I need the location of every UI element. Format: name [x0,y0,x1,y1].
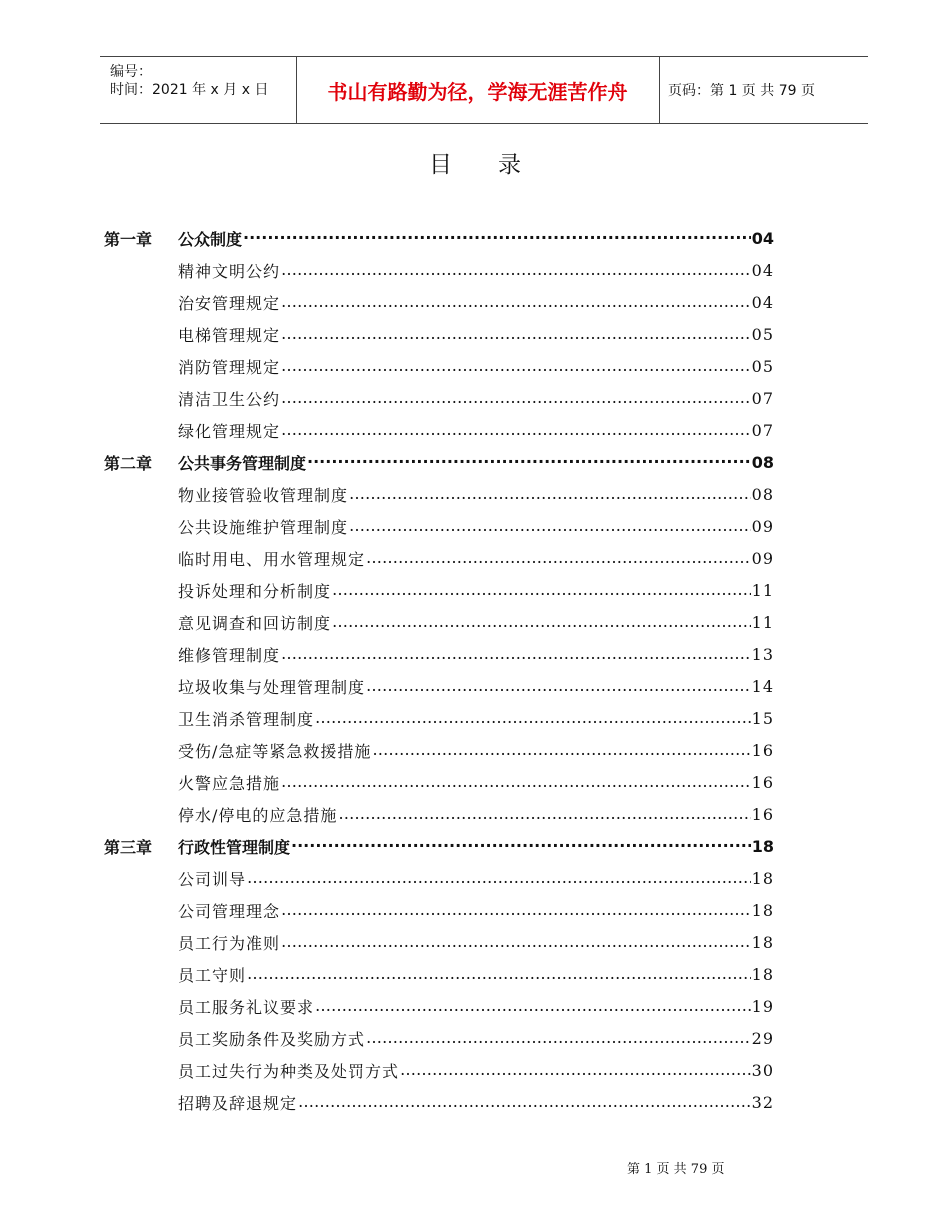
entry-page: 08 [751,484,774,504]
dot-leader [281,262,751,278]
dot-leader [281,934,751,950]
toc-entry-row[interactable] [104,1086,774,1118]
entry-title: 投诉处理和分析制度 [178,581,332,601]
entry-page: 13 [751,644,774,664]
entry-page: 14 [751,676,774,696]
header-page-info: 页码：第 1 页 共 79 页 [668,83,815,99]
document-header [100,56,868,124]
dot-leader [281,294,751,310]
dot-leader [366,550,751,566]
entry-page: 16 [751,772,774,792]
dot-leader [281,358,751,374]
dot-leader [281,390,751,406]
entry-page: 11 [751,612,774,632]
dot-leader [366,678,751,694]
chapter-title: 公众制度 [178,229,243,249]
entry-title: 清洁卫生公约 [178,389,281,409]
dot-leader [281,646,751,662]
dot-leader [247,966,751,982]
entry-page: 09 [751,548,774,568]
dot-leader [307,454,751,470]
table-of-contents [104,222,774,1118]
entry-title: 治安管理规定 [178,293,281,313]
toc-entry-row[interactable] [104,1054,774,1086]
toc-chapter-row[interactable] [104,222,774,254]
toc-entry-row[interactable] [104,798,774,830]
entry-title: 受伤/急症等紧急救援措施 [178,741,372,761]
dot-leader [349,518,751,534]
toc-entry-row[interactable] [104,990,774,1022]
toc-entry-row[interactable] [104,350,774,382]
header-meta-cell [100,57,297,123]
toc-entry-row[interactable] [104,958,774,990]
entry-page: 15 [751,708,774,728]
entry-title: 电梯管理规定 [178,325,281,345]
toc-entry-row[interactable] [104,254,774,286]
entry-page: 07 [751,420,774,440]
entry-title: 卫生消杀管理制度 [178,709,315,729]
entry-title: 意见调查和回访制度 [178,613,332,633]
toc-entry-row[interactable] [104,606,774,638]
entry-title: 公共设施维护管理制度 [178,517,349,537]
toc-entry-row[interactable] [104,638,774,670]
entry-page: 05 [751,356,774,376]
dot-leader [247,870,751,886]
entry-title: 维修管理制度 [178,645,281,665]
entry-title: 垃圾收集与处理管理制度 [178,677,366,697]
dot-leader [349,486,751,502]
toc-entry-row[interactable] [104,894,774,926]
entry-page: 05 [751,324,774,344]
entry-page: 18 [751,900,774,920]
dot-leader [281,422,751,438]
entry-page: 04 [751,292,774,312]
entry-title: 精神文明公约 [178,261,281,281]
dot-leader [281,902,751,918]
entry-page: 16 [751,804,774,824]
entry-page: 04 [751,260,774,280]
entry-page: 11 [751,580,774,600]
dot-leader [338,806,750,822]
header-motto: 书山有路勤为径，学海无涯苦作舟 [296,57,660,123]
chapter-number: 第二章 [104,453,153,473]
toc-entry-row[interactable] [104,318,774,350]
toc-entry-row[interactable] [104,382,774,414]
toc-entry-row[interactable] [104,478,774,510]
chapter-number: 第一章 [104,229,153,249]
toc-entry-row[interactable] [104,542,774,574]
entry-title: 员工服务礼议要求 [178,997,315,1017]
dot-leader [281,774,751,790]
dot-leader [372,742,750,758]
toc-entry-row[interactable] [104,574,774,606]
toc-chapter-row[interactable] [104,446,774,478]
dot-leader [400,1062,751,1078]
entry-page: 18 [751,932,774,952]
entry-title: 员工守则 [178,965,247,985]
entry-title: 临时用电、用水管理规定 [178,549,366,569]
dot-leader [315,998,751,1014]
page-title: 目录 [429,152,567,178]
entry-title: 公司训导 [178,869,247,889]
dot-leader [315,710,751,726]
chapter-title: 公共事务管理制度 [178,453,307,473]
entry-page: 18 [751,868,774,888]
time-label: 时间：2021 年 x 月 x 日 [110,82,269,98]
entry-title: 招聘及辞退规定 [178,1093,298,1113]
toc-entry-row[interactable] [104,734,774,766]
entry-title: 员工过失行为种类及处罚方式 [178,1061,400,1081]
toc-entry-row[interactable] [104,926,774,958]
chapter-title: 行政性管理制度 [178,837,291,857]
entry-title: 绿化管理规定 [178,421,281,441]
toc-entry-row[interactable] [104,862,774,894]
dot-leader [298,1094,751,1110]
entry-page: 32 [751,1092,774,1112]
entry-title: 员工行为准则 [178,933,281,953]
entry-title: 公司管理理念 [178,901,281,921]
entry-page: 19 [751,996,774,1016]
entry-page: 07 [751,388,774,408]
entry-title: 物业接管验收管理制度 [178,485,349,505]
chapter-page: 08 [751,452,774,472]
chapter-page: 04 [751,228,774,248]
dot-leader [366,1030,751,1046]
entry-page: 09 [751,516,774,536]
entry-page: 29 [751,1028,774,1048]
chapter-number: 第三章 [104,837,153,857]
toc-entry-row[interactable] [104,414,774,446]
toc-chapter-row[interactable] [104,830,774,862]
entry-title: 消防管理规定 [178,357,281,377]
dot-leader [243,230,751,246]
entry-title: 停水/停电的应急措施 [178,805,338,825]
number-label: 编号： [110,64,152,80]
dot-leader [332,614,751,630]
toc-entry-row[interactable] [104,510,774,542]
dot-leader [332,582,751,598]
entry-page: 18 [751,964,774,984]
chapter-page: 18 [751,836,774,856]
toc-entry-row[interactable] [104,702,774,734]
entry-page: 30 [751,1060,774,1080]
toc-entry-row[interactable] [104,1022,774,1054]
toc-entry-row[interactable] [104,766,774,798]
footer-page-number: 第 1 页 共 79 页 [627,1162,725,1177]
toc-entry-row[interactable] [104,670,774,702]
entry-title: 火警应急措施 [178,773,281,793]
dot-leader [281,326,751,342]
toc-entry-row[interactable] [104,286,774,318]
dot-leader [291,838,751,854]
entry-title: 员工奖励条件及奖励方式 [178,1029,366,1049]
entry-page: 16 [751,740,774,760]
